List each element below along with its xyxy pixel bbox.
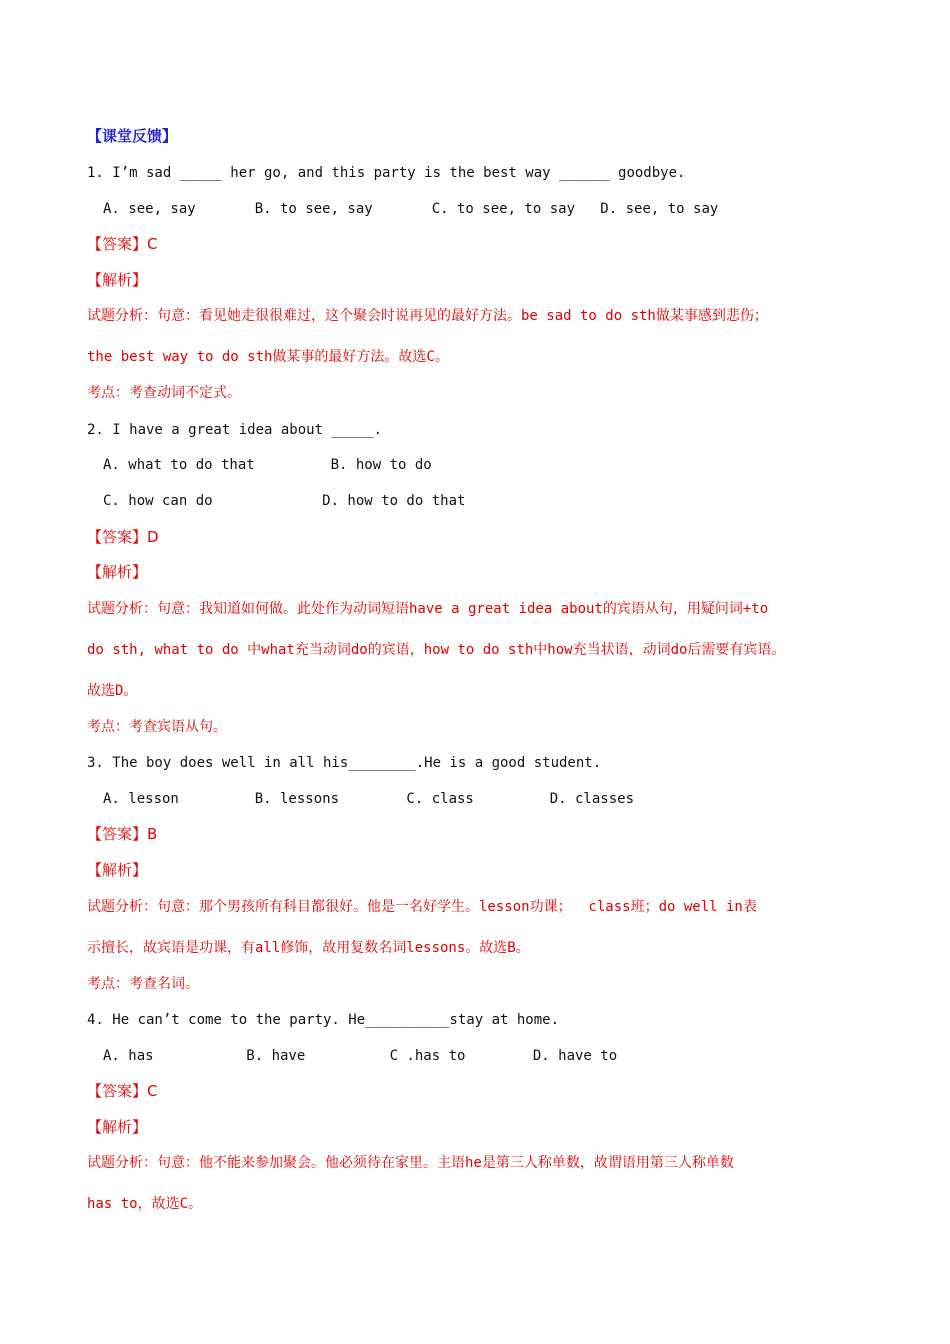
question-2-analysis-line: do sth, what to do 中what充当动词do的宾语，how to do sth中how充当状语，动词do后需要有宾语。 (87, 642, 786, 658)
question-3-analysis-line: 示擅长，故宾语是功课，有all修饰，故用复数名词lessons。故选B。 (87, 940, 530, 956)
question-3-answer: 【答案】B (87, 825, 158, 843)
question-1-options: A. see, say B. to see, say C. to see, to say D. see, to say (103, 201, 719, 217)
question-2-point: 考点：考查宾语从句。 (87, 719, 227, 735)
question-2-analysis-line: 试题分析：句意：我知道如何做。此处作为动词短语have a great idea about的宾语从句，用疑问词+to (87, 601, 769, 617)
question-3-analysis-tag: 【解析】 (87, 861, 148, 879)
question-3-options: A. lesson B. lessons C. class D. classes (103, 791, 635, 807)
question-2-analysis-tag: 【解析】 (87, 563, 148, 581)
question-4-answer: 【答案】C (87, 1082, 158, 1100)
question-4-analysis-line: has to，故选C。 (87, 1196, 203, 1212)
question-2-answer: 【答案】D (87, 528, 159, 546)
question-1-analysis-tag: 【解析】 (87, 271, 148, 289)
question-2-analysis-line: 故选D。 (87, 683, 138, 699)
question-1-analysis-line: 试题分析：句意：看见她走很很难过，这个聚会时说再见的最好方法。be sad to do sth做某事感到悲伤； (87, 308, 768, 324)
question-3-point: 考点：考查名词。 (87, 976, 199, 992)
question-4-analysis-tag: 【解析】 (87, 1118, 148, 1136)
question-3-analysis-line: 试题分析：句意：那个男孩所有科目都很好。他是一名好学生。lesson功课； class班；do well in表 (87, 899, 757, 915)
question-3-stem: 3. The boy does well in all his________.He is a good student. (87, 755, 602, 771)
question-1-stem: 1. I’m sad _____ her go, and this party is the best way ______ goodbye. (87, 165, 686, 181)
question-1-point: 考点：考查动词不定式。 (87, 385, 241, 401)
question-2-options: C. how can do D. how to do that (103, 493, 466, 509)
question-1-analysis-line: the best way to do sth做某事的最好方法。故选C。 (87, 349, 449, 365)
question-1-answer: 【答案】C (87, 235, 158, 253)
question-2-stem: 2. I have a great idea about _____. (87, 422, 383, 438)
section-title: 【课堂反馈】 (87, 127, 178, 145)
question-4-options: A. has B. have C .has to D. have to (103, 1048, 618, 1064)
question-4-analysis-line: 试题分析：句意：他不能来参加聚会。他必须待在家里。主语he是第三人称单数，故谓语用第三人称单数 (87, 1155, 734, 1171)
question-4-stem: 4. He can’t come to the party. He__________stay at home. (87, 1012, 560, 1028)
question-2-options: A. what to do that B. how to do (103, 457, 432, 473)
